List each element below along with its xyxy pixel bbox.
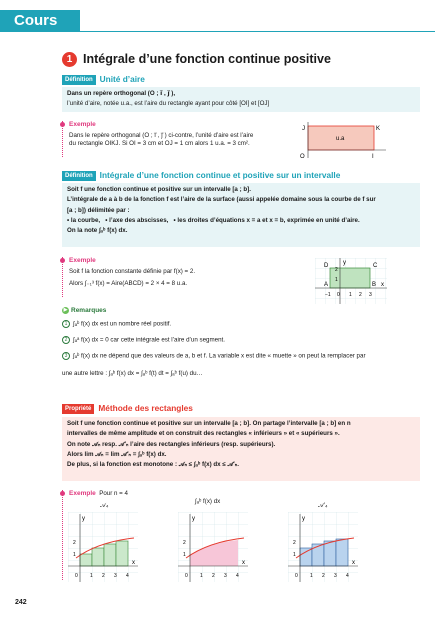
remark-number: 2 — [62, 336, 70, 344]
axis-y-label: y — [302, 516, 305, 522]
example-text: Alors ∫₋₁³ f(x) = Aire(ABCD) = 2 × 4 = 8 u.a. — [69, 280, 188, 288]
remarks-title: Remarques — [71, 307, 107, 315]
tick-x: 1 — [200, 573, 203, 579]
point-K: K — [376, 126, 381, 132]
tick-y: 2 — [73, 540, 76, 546]
definition-2-header — [62, 170, 340, 181]
example-2 — [62, 257, 292, 297]
remark-3-continued: une autre lettre : ∫ₐᵇ f(x) dx = ∫ₐᵇ f(t) dt = ∫ₐᵇ f(u) du… — [62, 370, 203, 377]
point-B: B — [372, 282, 377, 288]
property-header — [62, 403, 193, 414]
point-J: J — [302, 126, 305, 132]
tick-x: 3 — [224, 573, 227, 579]
example-title: Exemple — [69, 257, 96, 264]
tick-y: 1 — [293, 552, 296, 558]
tick-x: 1 — [90, 573, 93, 579]
tick-y: 1 — [335, 277, 338, 283]
axis-x-label: x — [242, 560, 245, 566]
remark-text: ∫ₐᵇ f(x) dx ne dépend que des valeurs de a, b et f. La variable x est dite « muette » on peut la remplacer par — [73, 352, 366, 360]
bullet-lines: • les droites d’équations x = a et x = b, exprimée en unité d’aire. — [173, 217, 360, 225]
cours-tab: Cours — [0, 10, 80, 32]
section-title: Intégrale d’une fonction continue positive — [83, 52, 331, 66]
tick-x: 4 — [346, 573, 349, 579]
point-I: I — [372, 154, 374, 160]
label-integral: ∫ₐᵇ f(x) dx — [195, 498, 221, 505]
definition-1-header — [62, 74, 145, 85]
graph-lower-rectangles — [68, 512, 140, 584]
definition-title: Intégrale d’une fonction continue et positive sur un intervalle — [99, 170, 341, 180]
tick-x: 2 — [212, 573, 215, 579]
tick-x: 3 — [369, 292, 372, 298]
property-tag: Propriété — [62, 404, 94, 414]
definition-1-box — [62, 87, 420, 112]
definition-notation: On la note ∫ₐᵇ f(x) dx. — [67, 227, 128, 235]
tick-y: 2 — [183, 540, 186, 546]
remarks-icon: ▶ — [63, 307, 68, 313]
definition-text: [a ; b]) délimitée par : — [67, 206, 130, 214]
example-bullet-icon — [60, 491, 65, 496]
tick-x: 0 — [337, 292, 340, 298]
property-text: Soit f une fonction continue et positive sur un intervalle [a ; b]. On partage l’intervalle [a ; b] en n — [67, 420, 351, 427]
axis-y-label: y — [192, 516, 195, 522]
axis-y-label: y — [343, 260, 346, 266]
tick-x: 4 — [236, 573, 239, 579]
example-1 — [62, 121, 292, 157]
example-text: Soit f la fonction constante définie par f(x) = 2. — [69, 267, 196, 275]
remark-2 — [62, 336, 225, 345]
tick-x: 4 — [126, 573, 129, 579]
tick-x: 0 — [75, 573, 78, 579]
property-title: Méthode des rectangles — [98, 403, 193, 413]
label-lower-sum: 𝒜₄ — [100, 502, 109, 509]
property-text: Alors lim 𝒜ₙ = lim 𝒜′ₙ = ∫ₐᵇ f(x) dx. — [67, 451, 167, 459]
definition-2-box — [62, 183, 420, 247]
tick-y: 1 — [73, 552, 76, 558]
definition-tag: Définition — [62, 75, 96, 85]
graph-upper-rectangles — [288, 512, 360, 584]
label-upper-sum: 𝒜′₄ — [318, 502, 328, 509]
point-A: A — [324, 282, 329, 288]
example-bullet-icon — [60, 122, 65, 127]
tick-x: 2 — [359, 292, 362, 298]
bullet-curve: • la courbe, — [67, 217, 101, 225]
tick-x: 0 — [295, 573, 298, 579]
constant-function-figure — [315, 258, 390, 306]
tick-y: 1 — [183, 552, 186, 558]
example-text: Dans le repère orthogonal (O ; i⃗ , j⃗ ) ci-contre, l’unité d’aire est l’aire — [69, 131, 254, 139]
property-text: intervalles de même amplitude et on construit des rectangles « inférieurs » et « supérieurs ». — [67, 430, 340, 438]
point-O: O — [300, 154, 305, 160]
tick-x: 2 — [102, 573, 105, 579]
tick-x: −1 — [325, 292, 331, 298]
tick-x: 2 — [322, 573, 325, 579]
axis-x-label: x — [381, 282, 384, 288]
definition-text: Dans un repère orthogonal (O ; i⃗ , j⃗ ), — [67, 90, 176, 97]
example-bullet-icon — [60, 258, 65, 263]
tick-y: 2 — [293, 540, 296, 546]
tick-x: 0 — [185, 573, 188, 579]
remark-number: 1 — [62, 320, 70, 328]
bullet-axis: • l’axe des abscisses, — [105, 217, 169, 225]
remark-number: 3 — [62, 352, 70, 360]
section-number-badge: 1 — [62, 52, 77, 67]
example-title: Exemple — [69, 490, 96, 497]
definition-text: Soit f une fonction continue et positive sur un intervalle [a ; b]. — [67, 186, 251, 193]
header-rule — [80, 31, 435, 32]
point-D: D — [324, 263, 329, 269]
remark-1 — [62, 320, 171, 329]
unit-area-figure — [298, 120, 388, 160]
page-number: 242 — [15, 599, 27, 606]
axis-y-label: y — [82, 516, 85, 522]
property-text: On note 𝒜ₙ resp. 𝒜′ₙ l’aire des rectangles inférieurs (resp. supérieurs). — [67, 440, 276, 448]
remarks-header — [62, 307, 106, 316]
property-box — [62, 417, 420, 481]
axis-x-label: x — [352, 560, 355, 566]
remark-text: ∫ₐᵃ f(x) dx = 0 car cette intégrale est l’aire d’un segment. — [73, 336, 225, 344]
tick-y: 2 — [335, 267, 338, 273]
tick-x: 1 — [310, 573, 313, 579]
point-C: C — [373, 263, 378, 269]
definition-text: L’intégrale de a à b de la fonction f est l’aire de la surface (aussi appelée domaine sous la courbe de f sur — [67, 196, 376, 204]
example-text: du rectangle OIKJ. Si OI = 3 cm et OJ = 1 cm alors 1 u.a. = 3 cm². — [69, 140, 250, 148]
definition-text: l’unité d’aire, notée u.a., est l’aire du rectangle ayant pour côté [OI] et [OJ] — [67, 100, 270, 108]
tick-x: 1 — [349, 292, 352, 298]
remark-text: ∫ₐᵇ f(x) dx est un nombre réel positif. — [73, 320, 172, 328]
tick-x: 3 — [334, 573, 337, 579]
definition-title: Unité d’aire — [99, 74, 145, 84]
definition-bullets — [67, 217, 415, 225]
remark-3 — [62, 352, 422, 361]
tick-x: 3 — [114, 573, 117, 579]
graph-integral-area — [178, 512, 250, 584]
example-subtitle: Pour n = 4 — [99, 490, 128, 497]
property-text: De plus, si la fonction est monotone : 𝒜ₙ ≤ ∫ₐᵇ f(x) dx ≤ 𝒜′ₙ. — [67, 461, 239, 469]
example-title: Exemple — [69, 121, 96, 128]
axis-x-label: x — [132, 560, 135, 566]
unit-label: u.a — [336, 136, 345, 142]
definition-tag: Définition — [62, 171, 96, 181]
